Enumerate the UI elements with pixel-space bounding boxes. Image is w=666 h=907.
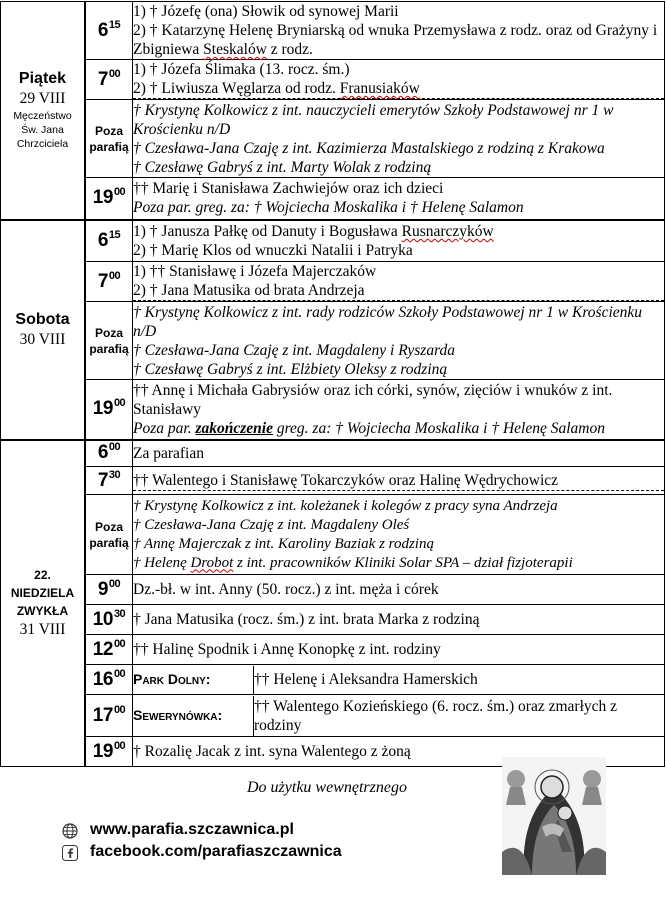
intention-line: 1) † Józefę (ona) Słowik od synowej Marii [133, 3, 399, 20]
intention-line: Za parafian [133, 444, 204, 462]
intention-line: † Jana Matusika (rocz. śm.) z int. brata Marka z rodziną [133, 611, 480, 628]
place-label: Sewerynówka: [133, 696, 254, 736]
intention-line: † Krystynę Kolkowicz z int. koleżanek i kolegów z pracy syna Andrzeja [133, 497, 558, 514]
day-note: Chrzciciela [16, 138, 69, 151]
intention-line: 1) † Janusza Pałkę od Danuty i Bogusława Rusnarczyków [133, 222, 494, 240]
day-date: 31 VIII [19, 621, 66, 639]
poza-parafia-label: Poza parafią [85, 100, 133, 178]
day-cell-saturday [1, 220, 86, 440]
intention-cell [133, 60, 665, 100]
table-row [1, 665, 665, 695]
table-row [1, 302, 665, 380]
mass-time: $9^{00}$ [85, 575, 133, 605]
intention-line: †† Annę i Michała Gabrysiów oraz ich córki, synów, zięciów i wnuków z int. Stanisławy [133, 381, 613, 418]
intention-line: † Czesława-Jana Czaję z int. Magdaleny i Ryszarda [133, 341, 456, 359]
poza-parafia-label: Poza parafią [85, 495, 133, 575]
table-row [1, 695, 665, 737]
intention-line: 2) † Jana Matusika od brata Andrzeja [133, 281, 664, 301]
mass-time: $7^{00}$ [85, 262, 133, 302]
facebook-icon [62, 845, 78, 861]
day-cell-sunday [1, 440, 86, 767]
intention-line: † Rozalię Jacak z int. syna Walentego z żoną [133, 743, 411, 760]
intention-line: 2) † Marię Klos od wnuczki Natalii i Patryka [133, 241, 413, 259]
day-note: Męczeństwo [13, 110, 72, 123]
mass-time: $7^{30}$ [85, 467, 133, 495]
intention-line: †† Helenę i Aleksandra Hamerskich [254, 671, 478, 688]
table-row [1, 495, 665, 575]
intention-line: Poza par. greg. za: † Wojciecha Moskalika i † Helenę Salamon [133, 199, 524, 217]
intention-cell [133, 2, 665, 60]
mass-time: $12^{00}$ [85, 635, 133, 665]
table-row [1, 60, 665, 100]
intention-cell [133, 495, 665, 575]
day-name: NIEDZIELA [10, 586, 75, 601]
intention-cell [133, 220, 665, 262]
mass-time: $19^{00}$ [85, 178, 133, 220]
day-name: Sobota [15, 310, 70, 328]
website-text[interactable]: www.parafia.szczawnica.pl [90, 821, 294, 838]
mass-time: $19^{00}$ [85, 380, 133, 440]
intention-cell [133, 605, 665, 635]
intention-line: † Czesławę Gabryś z int. Marty Wolak z rodziną [133, 158, 432, 176]
mass-schedule-table [0, 1, 665, 767]
intention-cell [133, 178, 665, 220]
poza-parafia-label: Poza parafią [85, 302, 133, 380]
intention-line: † Czesława-Jana Czaję z int. Kazimierza Mastalskiego z rodziną z Krakowa [133, 139, 605, 157]
mass-time: $10^{30}$ [85, 605, 133, 635]
intention-line: Poza par. zakończenie greg. za: † Wojciecha Moskalika i † Helenę Salamon [133, 419, 605, 437]
mass-time: $19^{00}$ [85, 737, 133, 767]
table-row [1, 605, 665, 635]
mass-time: $7^{00}$ [85, 60, 133, 100]
mass-time: $6^{00}$ [85, 440, 133, 467]
intention-cell [133, 467, 665, 495]
intention-line: † Czesławę Gabryś z int. Elżbiety Oleksy z rodziną [133, 360, 448, 378]
madonna-icon-image [502, 757, 606, 875]
day-name: ZWYKŁA [16, 604, 69, 619]
mass-time: $6^{15}$ [85, 220, 133, 262]
intention-line: 2) † Liwiusza Węglarza od rodz. Franusiaków [133, 79, 664, 99]
day-cell-friday [1, 2, 86, 220]
intention-cell [133, 635, 665, 665]
intention-cell [133, 440, 665, 467]
intention-line: †† Marię i Stanisława Zachwiejów oraz ich dzieci [133, 180, 444, 198]
table-row [1, 2, 665, 60]
table-row [1, 178, 665, 220]
day-name: 22. [34, 568, 51, 583]
intention-line: † Krystynę Kolkowicz z int. nauczycieli emerytów Szkoły Podstawowej nr 1 w Krościenku n/D [133, 101, 614, 138]
intention-line: †† Walentego i Stanisławę Tokarczyków oraz Halinę Wędrychowicz [133, 471, 664, 491]
mass-time: $16^{00}$ [85, 665, 133, 695]
intention-cell [133, 302, 665, 380]
table-row [1, 100, 665, 178]
globe-icon [62, 823, 78, 839]
intention-line: † Helenę Drobot z int. pracowników Kliniki Solar SPA – dział fizjoterapii [133, 554, 573, 571]
intention-line: 1) † Józefa Ślimaka (13. rocz. śm.) [133, 61, 350, 78]
intention-line: 2) † Katarzynę Helenę Bryniarską od wnuka Przemysława z rodz. oraz od Grażyny i Zbigniewa Steskalów z rodz. [133, 22, 658, 58]
intention-line: 1) †† Stanisławę i Józefa Majerczaków [133, 263, 377, 280]
intention-cell [133, 665, 665, 695]
intention-cell [133, 695, 665, 737]
table-row [1, 575, 665, 605]
table-row [1, 635, 665, 665]
table-row [1, 220, 665, 262]
intention-cell [133, 100, 665, 178]
day-date: 30 VIII [19, 330, 66, 348]
day-name: Piątek [18, 70, 67, 88]
intention-cell [133, 575, 665, 605]
intention-line: † Czesława-Jana Czaję z int. Magdaleny Oleś [133, 516, 410, 533]
intention-line: †† Walentego Kozieńskiego (6. rocz. śm.) oraz zmarłych z rodziny [254, 697, 618, 734]
footer-note: Do użytku wewnętrznego [247, 779, 407, 796]
intention-line: † Annę Majerczak z int. Karoliny Baziak z rodziną [133, 535, 434, 552]
table-row [1, 440, 665, 467]
facebook-text[interactable]: facebook.com/parafiaszczawnica [90, 843, 342, 860]
table-row [1, 380, 665, 440]
intention-cell [133, 262, 665, 302]
mass-time: $6^{15}$ [85, 2, 133, 60]
intention-line: † Krystynę Kolkowicz z int. rady rodziców Szkoły Podstawowej nr 1 w Krościenku n/D [133, 303, 643, 340]
day-date: 29 VIII [19, 90, 66, 108]
place-label: Park Dolny: [133, 666, 254, 694]
intention-line: Dz.-bł. w int. Anny (50. rocz.) z int. męża i córek [133, 581, 439, 598]
mass-time: $17^{00}$ [85, 695, 133, 737]
day-note: Św. Jana [21, 124, 64, 137]
table-row [1, 467, 665, 495]
intention-cell [133, 380, 665, 440]
table-row [1, 262, 665, 302]
intention-line: †† Halinę Spodnik i Annę Konopkę z int. rodziny [133, 641, 441, 658]
